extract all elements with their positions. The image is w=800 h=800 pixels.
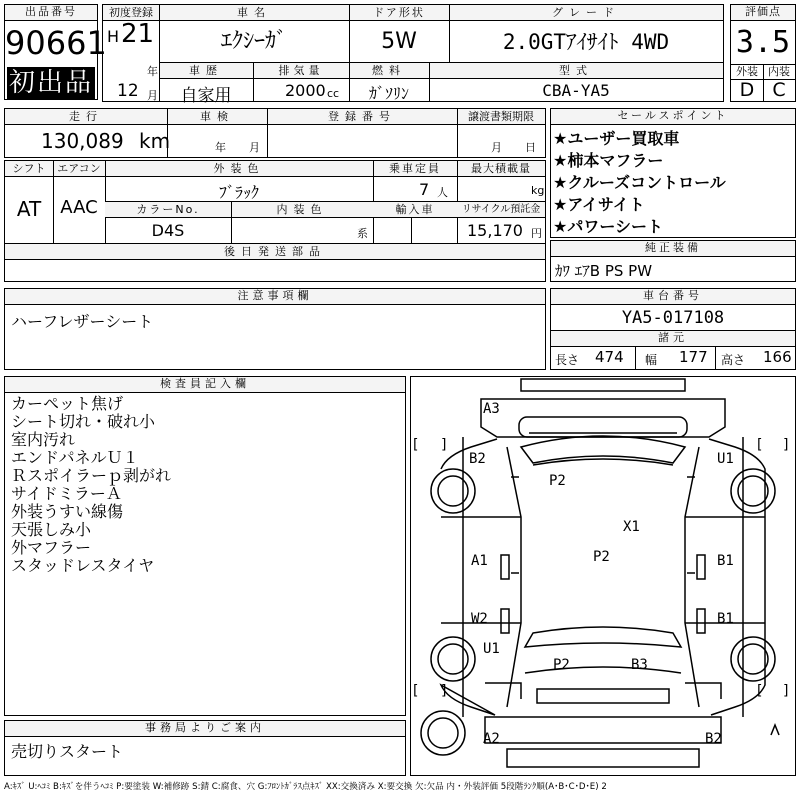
damage-mark: P2 — [549, 473, 566, 489]
model: CBA-YA5 — [542, 81, 610, 100]
displacement-unit: cc — [327, 87, 340, 100]
equipment-box — [550, 240, 796, 282]
damage-mark: U1 — [717, 451, 734, 467]
import-label: 輸入車 — [395, 203, 435, 216]
bracket-open: [ — [757, 437, 763, 453]
damage-mark: U1 — [483, 641, 500, 657]
transfer-label: 譲渡書類期限 — [468, 110, 534, 123]
first-listing-badge — [7, 67, 95, 99]
width-label: 幅 — [645, 353, 658, 367]
fuel: ｶﾞｿﾘﾝ — [368, 84, 409, 103]
history-label: 車歴 — [189, 64, 223, 77]
ext-color: ﾌﾞﾗｯｸ — [218, 183, 259, 202]
chassis-label: 車台番号 — [551, 289, 795, 305]
damage-mark: P2 — [593, 549, 610, 565]
mileage-table — [4, 108, 546, 158]
score-table — [730, 4, 796, 102]
score: 3.5 — [735, 25, 791, 60]
reg-month: 12 — [117, 81, 139, 101]
displacement: 2000 — [285, 81, 326, 100]
lot-number-box — [4, 4, 107, 100]
mileage: 130,089 — [41, 129, 124, 153]
transfer-day-unit: 日 — [525, 141, 536, 154]
car-name-label: 車名 — [237, 6, 271, 19]
damage-mark: B2 — [705, 731, 722, 747]
office-box — [4, 720, 406, 776]
damage-mark: A3 — [483, 401, 500, 417]
history: 自家用 — [180, 86, 232, 106]
inspector-box — [4, 376, 406, 716]
lot-number: 90661 — [5, 24, 107, 62]
inspector-item: サイドミラーＡ — [11, 484, 122, 503]
score-label: 評価点 — [731, 5, 795, 21]
bracket-close: ] — [441, 437, 447, 453]
month-unit: 月 — [147, 89, 158, 102]
int-score-label: 内装 — [768, 65, 790, 78]
first-reg-label: 初度登録 — [109, 6, 153, 19]
color-no-label: カラーNo. — [136, 203, 200, 216]
damage-mark: B3 — [631, 657, 648, 673]
capacity: 7 — [419, 180, 430, 199]
capacity-unit: 人 — [437, 186, 448, 199]
inspector-item: シート切れ・破れ小 — [11, 412, 156, 431]
shift-label: シフト — [12, 162, 46, 175]
int-color-suffix: 系 — [357, 227, 368, 240]
ext-score: D — [739, 79, 755, 101]
caution-label: 注意事項欄 — [5, 289, 545, 305]
capacity-label: 乗車定員 — [389, 162, 441, 175]
inspector-item: 天張しみ小 — [11, 520, 92, 539]
recycle-unit: 円 — [531, 227, 542, 240]
equipment: ｶﾜ ｴｱB PS PW — [555, 262, 653, 280]
fuel-label: 燃料 — [372, 64, 406, 77]
car-diagram — [410, 376, 796, 776]
inspector-item: エンドパネルＵ１ — [11, 448, 139, 467]
inspector-item: 外マフラー — [11, 538, 92, 557]
year-unit: 年 — [147, 65, 158, 78]
first-listing-text: 初出品 — [8, 68, 93, 98]
reg-year: 21 — [121, 19, 155, 49]
damage-mark: B1 — [717, 553, 734, 569]
mileage-unit: km — [139, 129, 171, 153]
sales-points-box — [550, 108, 796, 238]
bracket-close: ] — [783, 683, 789, 699]
era: H — [107, 27, 120, 46]
ext-score-label: 外装 — [736, 65, 758, 78]
grade-label: グレード — [552, 6, 620, 19]
sales-point: ★ユーザー買取車 — [553, 129, 680, 148]
grade: 2.0GTｱｲｻｲﾄ 4WD — [502, 30, 670, 54]
height-label: 高さ — [721, 353, 746, 367]
model-label: 型式 — [559, 64, 593, 77]
damage-mark: A1 — [471, 553, 488, 569]
damage-mark: A2 — [483, 731, 500, 747]
car-name: ｴｸｼｰｶﾞ — [220, 29, 287, 54]
int-score: C — [772, 79, 786, 101]
bracket-open: [ — [413, 437, 419, 453]
equip-label: 純正装備 — [551, 241, 795, 257]
lot-number-label: 出品番号 — [5, 5, 97, 21]
spec-table — [4, 160, 546, 282]
chassis-number: YA5-017108 — [621, 308, 725, 328]
insp-month-unit: 月 — [249, 141, 260, 154]
transfer-month-unit: 月 — [491, 141, 502, 154]
damage-mark: B1 — [717, 611, 734, 627]
sales-point: ★パワーシート — [553, 217, 664, 236]
insp-year-unit: 年 — [215, 141, 226, 154]
header-table — [102, 4, 724, 106]
bracket-open: [ — [413, 683, 419, 699]
inspector-label: 検査員記入欄 — [5, 377, 405, 393]
sales-point: ★クルーズコントロール — [553, 173, 726, 192]
mileage-label: 走行 — [69, 110, 103, 123]
bracket-close: ] — [783, 437, 789, 453]
damage-mark: X1 — [623, 519, 640, 535]
caution-text: ハーフレザーシート — [11, 312, 154, 331]
reg-no-label: 登録番号 — [328, 110, 396, 123]
car-outline — [411, 377, 795, 775]
length-label: 長さ — [555, 353, 580, 367]
inspector-item: 室内汚れ — [11, 430, 76, 449]
bracket-open: [ — [757, 683, 763, 699]
ac: AAC — [60, 197, 98, 218]
damage-mark: W2 — [471, 611, 488, 627]
max-load-unit: kg — [531, 184, 545, 197]
office-label: 事務局よりご案内 — [5, 721, 405, 737]
legend: A:ｷｽﾞ U:ﾍｺﾐ B:ｷｽﾞを伴うﾍｺﾐ P:要塗装 W:補修跡 S:錆 C:腐食、穴 G:ﾌﾛﾝﾄｶﾞﾗｽ点ｷｽﾞ XX:交換済み X:要交換 欠:欠品 内・外装評価 5段階ﾗﾝｸ順(A･B･C･D･E) 2 — [4, 782, 607, 792]
color-no: D4S — [151, 221, 185, 240]
displacement-label: 排気量 — [278, 64, 324, 77]
width: 177 — [679, 348, 708, 366]
max-load-label: 最大積載量 — [471, 162, 531, 175]
inspector-item: スタッドレスタイヤ — [11, 556, 155, 575]
inspector-item: 外装うすい線傷 — [11, 502, 124, 521]
ext-color-label: 外装色 — [213, 162, 265, 175]
recycle: 15,170 — [467, 221, 523, 240]
door-label: ドア形状 — [373, 6, 425, 19]
inspection-label: 車検 — [200, 110, 234, 123]
shift: AT — [16, 197, 42, 221]
spec-label: 諸元 — [551, 331, 795, 347]
later-parts-label: 後日発送部品 — [224, 245, 326, 258]
height: 166 — [763, 348, 792, 366]
office-text: 売切りスタート — [11, 742, 124, 761]
sales-point: ★アイサイト — [553, 195, 645, 214]
inspector-item: Ｒスポイラーｐ剥がれ — [11, 466, 172, 485]
recycle-label: リサイクル預託金 — [461, 204, 541, 215]
damage-mark: B2 — [469, 451, 486, 467]
int-color-label: 内装色 — [276, 203, 328, 216]
door: 5W — [381, 29, 417, 54]
chassis-box — [550, 288, 796, 370]
sales-points-label: セールスポイント — [551, 109, 795, 125]
inspector-item: カーペット焦げ — [11, 394, 124, 413]
ac-label: エアコン — [57, 162, 101, 175]
length: 474 — [595, 348, 624, 366]
bracket-close: ] — [441, 683, 447, 699]
caution-box — [4, 288, 546, 370]
sales-point: ★柿本マフラー — [553, 151, 664, 170]
damage-mark: P2 — [553, 657, 570, 673]
